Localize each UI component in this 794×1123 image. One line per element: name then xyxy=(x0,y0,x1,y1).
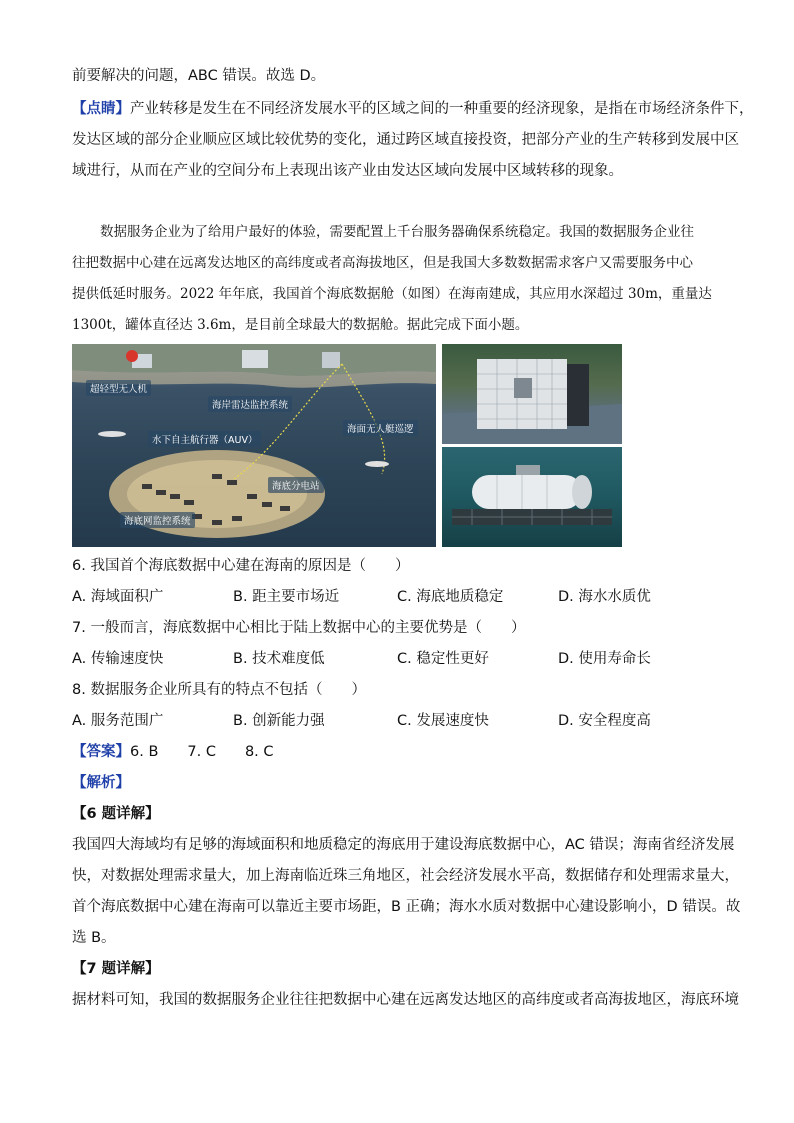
question-6-option-a[interactable]: A. 海域面积广 xyxy=(72,589,164,605)
question-8-option-b[interactable]: B. 创新能力强 xyxy=(233,713,325,729)
cabin-door xyxy=(514,378,532,398)
question-7-option-a[interactable]: A. 传输速度快 xyxy=(72,651,164,667)
tank-end xyxy=(572,475,592,509)
q7-detail-label: 【7 题详解】 xyxy=(72,961,160,977)
analysis-text-line: 快，对数据处理需求量大，加上海南临近珠三角地区，社会经济发展水平高，数据储存和处理需求量大， xyxy=(72,868,739,884)
analysis-text-line: 我国四大海域均有足够的海域面积和地质稳定的海底用于建设海底数据中心，AC 错误；海南省经济发展 xyxy=(72,837,735,853)
building-shape xyxy=(322,352,340,368)
analysis-text-line: 选 B。 xyxy=(72,930,116,946)
substation-label: 海底分电站 xyxy=(268,477,324,493)
analysis-text-line: 首个海底数据中心建在海南可以靠近主要市场距，B 正确；海水水质对数据中心建设影响小，D 错误。故 xyxy=(72,899,741,915)
tank-body xyxy=(472,475,582,509)
question-8-option-d[interactable]: D. 安全程度高 xyxy=(558,713,651,729)
q6-detail-label: 【6 题详解】 xyxy=(72,806,160,822)
seabed-net-label: 海底网监控系统 xyxy=(120,512,195,528)
material-line: 数据服务企业为了给用户最好的体验，需要配置上千台服务器确保系统稳定。我国的数据服务企业往 xyxy=(100,224,694,240)
answer-line xyxy=(72,742,274,762)
data-cabin-photo xyxy=(442,344,622,444)
question-6-option-b[interactable]: B. 距主要市场近 xyxy=(233,589,340,605)
text-line: 前要解决的问题，ABC 错误。故选 D。 xyxy=(72,68,326,84)
question-8-option-a[interactable]: A. 服务范围广 xyxy=(72,713,164,729)
marker-shape xyxy=(126,350,138,362)
dianjing-label: 【点睛】 xyxy=(72,101,130,117)
material-line: 提供低延时服务。2022 年年底，我国首个海底数据舱（如图）在海南建成，其应用水深超过 30m，重量达 xyxy=(72,286,712,302)
tank-graphic xyxy=(442,447,622,547)
question-7-option-b[interactable]: B. 技术难度低 xyxy=(233,651,325,667)
question-8-option-c[interactable]: C. 发展速度快 xyxy=(397,713,489,729)
question-8-stem: 8. 数据服务企业所具有的特点不包括（ ） xyxy=(72,682,366,698)
question-6-option-c[interactable]: C. 海底地质稳定 xyxy=(397,589,504,605)
question-7-option-c[interactable]: C. 稳定性更好 xyxy=(397,651,489,667)
analysis-text-line: 据材料可知，我国的数据服务企业往往把数据中心建在远离发达地区的高纬度或者高海拔地区，海底环境 xyxy=(72,992,739,1008)
text-line: 发达区域的部分企业顺应区域比较优势的变化，通过跨区域直接投资，把部分产业的生产转移到发展中区 xyxy=(72,132,739,148)
seabed-system-illustration xyxy=(72,344,436,547)
text-span: 产业转移是发生在不同经济发展水平的区域之间的一种重要的经济现象，是指在市场经济条件下， xyxy=(130,101,754,117)
text-line: 域进行，从而在产业的空间分布上表现出该产业由发达区域向发展中区域转移的现象。 xyxy=(72,163,623,179)
boat-shape xyxy=(98,431,126,437)
radar-label: 海岸雷达监控系统 xyxy=(208,396,292,412)
cabin-graphic xyxy=(442,344,622,444)
question-6-option-d[interactable]: D. 海水水质优 xyxy=(558,589,651,605)
tank-top-module xyxy=(516,465,540,475)
cabin-side-panel xyxy=(567,364,589,426)
analysis-label-line xyxy=(72,773,130,793)
building-shape xyxy=(242,350,268,368)
material-line: 1300t，罐体直径达 3.6m，是目前全球最大的数据舱。据此完成下面小题。 xyxy=(72,317,529,333)
underwater-tank-photo xyxy=(442,447,622,547)
usv-label: 海面无人艇巡逻 xyxy=(343,420,418,436)
material-line: 往把数据中心建在远离发达地区的高纬度或者高海拔地区，但是我国大多数数据需求客户又需要服务中心 xyxy=(72,255,693,271)
answer-text: 6. B 7. C 8. C xyxy=(130,744,274,760)
text-line xyxy=(72,99,754,119)
question-7-stem: 7. 一般而言，海底数据中心相比于陆上数据中心的主要优势是（ ） xyxy=(72,620,526,636)
answer-label: 【答案】 xyxy=(72,744,130,760)
auv-label: 水下自主航行器（AUV） xyxy=(148,431,261,447)
question-6-stem: 6. 我国首个海底数据中心建在海南的原因是（ ） xyxy=(72,558,410,574)
uav-label: 超轻型无人机 xyxy=(86,380,151,396)
question-7-option-d[interactable]: D. 使用寿命长 xyxy=(558,651,651,667)
boat-shape xyxy=(365,461,389,467)
analysis-label: 【解析】 xyxy=(72,775,130,791)
